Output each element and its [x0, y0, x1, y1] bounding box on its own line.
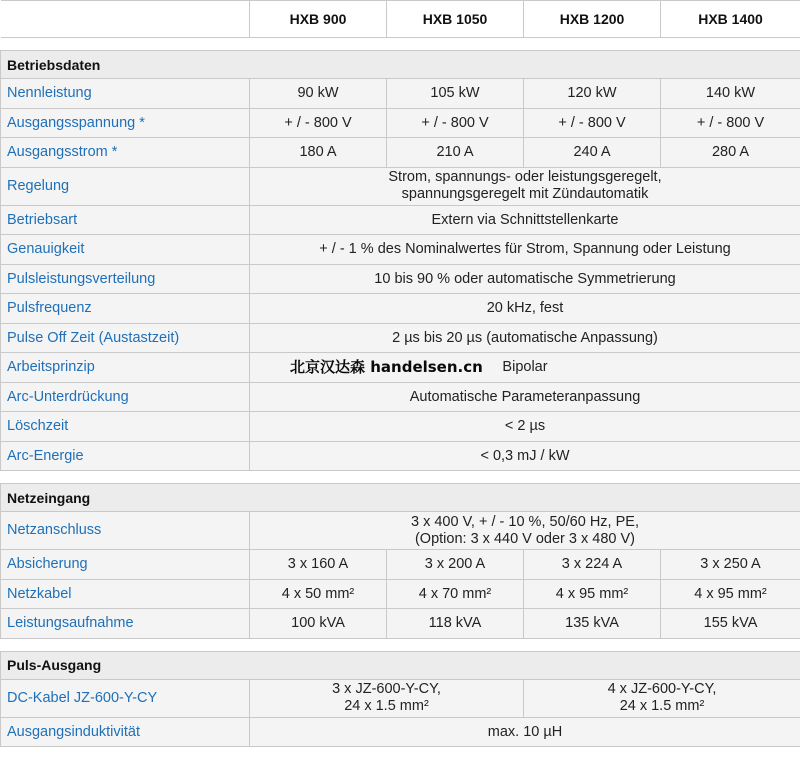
- header-hxb-1050: HXB 1050: [387, 1, 524, 38]
- row-label[interactable]: Arc-Energie: [1, 441, 250, 471]
- row-label[interactable]: Leistungsaufnahme: [1, 609, 250, 639]
- cell-value: + / - 800 V: [387, 108, 524, 138]
- row-label[interactable]: Regelung: [1, 167, 250, 205]
- row-dc-kabel: [1, 679, 800, 717]
- row-label[interactable]: Netzkabel: [1, 579, 250, 609]
- spacer: [1, 471, 800, 484]
- cell-value: 4 x 95 mm²: [524, 579, 661, 609]
- row-arc-energie: [1, 441, 800, 471]
- row-label[interactable]: Ausgangsstrom *: [1, 138, 250, 168]
- cell-value: 100 kVA: [250, 609, 387, 639]
- cell-line: Strom, spannungs- oder leistungsgeregelt,: [388, 169, 662, 185]
- cell-value: + / - 800 V: [661, 108, 800, 138]
- cell-value: 2 µs bis 20 µs (automatische Anpassung): [250, 323, 800, 353]
- cell-line: 24 x 1.5 mm²: [344, 698, 429, 714]
- row-netzkabel: [1, 579, 800, 609]
- cell-value: 118 kVA: [387, 609, 524, 639]
- cell-value: 210 A: [387, 138, 524, 168]
- cell-value: 3 x 250 A: [661, 550, 800, 580]
- row-pulsleistungsverteilung: [1, 264, 800, 294]
- row-leistungsaufnahme: [1, 609, 800, 639]
- cell-line: 4 x JZ-600-Y-CY,: [607, 681, 717, 697]
- row-genauigkeit: [1, 235, 800, 265]
- cell-value: 240 A: [524, 138, 661, 168]
- row-label[interactable]: Arbeitsprinzip: [1, 353, 250, 383]
- cell-value: 105 kW: [387, 79, 524, 109]
- cell-value: Automatische Parameteranpassung: [250, 382, 800, 412]
- row-label[interactable]: Pulsfrequenz: [1, 294, 250, 324]
- spacer: [1, 638, 800, 651]
- cell-value: 10 bis 90 % oder automatische Symmetrierung: [250, 264, 800, 294]
- cell-value: + / - 1 % des Nominalwertes für Strom, Spannung oder Leistung: [250, 235, 800, 265]
- cell-value: 280 A: [661, 138, 800, 168]
- section-title: Netzeingang: [1, 484, 800, 512]
- cell-value: 140 kW: [661, 79, 800, 109]
- cell-value: Extern via Schnittstellenkarte: [250, 205, 800, 235]
- cell-line: 3 x JZ-600-Y-CY,: [332, 681, 441, 697]
- cell-value: 3 x 160 A: [250, 550, 387, 580]
- cell-value: [250, 512, 800, 550]
- cell-value: 3 x 224 A: [524, 550, 661, 580]
- cell-value: 4 x 50 mm²: [250, 579, 387, 609]
- spacer: [1, 38, 800, 51]
- cell-line: (Option: 3 x 440 V oder 3 x 480 V): [414, 530, 636, 547]
- cell-value: 4 x 70 mm²: [387, 579, 524, 609]
- cell-value: [250, 679, 524, 717]
- cell-value: 180 A: [250, 138, 387, 168]
- row-ausgangsstrom: [1, 138, 800, 168]
- section-puls-ausgang: [1, 651, 800, 679]
- cell-value: 155 kVA: [661, 609, 800, 639]
- row-label[interactable]: Ausgangsinduktivität: [1, 717, 250, 747]
- row-label[interactable]: Arc-Unterdrückung: [1, 382, 250, 412]
- watermark-text: 北京汉达森 handelsen.cn: [290, 358, 483, 376]
- row-ausgangsinduktivitaet: [1, 717, 800, 747]
- header-hxb-1200: HXB 1200: [524, 1, 661, 38]
- row-label[interactable]: Nennleistung: [1, 79, 250, 109]
- row-label[interactable]: Ausgangsspannung *: [1, 108, 250, 138]
- section-title: Puls-Ausgang: [1, 651, 800, 679]
- row-arc-unterdrueckung: [1, 382, 800, 412]
- cell-value: + / - 800 V: [524, 108, 661, 138]
- row-ausgangsspannung: [1, 108, 800, 138]
- cell-value: 20 kHz, fest: [250, 294, 800, 324]
- row-pulsfrequenz: [1, 294, 800, 324]
- header-corner: [1, 1, 250, 38]
- cell-value: < 0,3 mJ / kW: [250, 441, 800, 471]
- cell-value: < 2 µs: [250, 412, 800, 442]
- row-label[interactable]: Genauigkeit: [1, 235, 250, 265]
- row-label[interactable]: Pulse Off Zeit (Austastzeit): [1, 323, 250, 353]
- row-betriebsart: [1, 205, 800, 235]
- cell-value: max. 10 µH: [250, 717, 800, 747]
- row-label[interactable]: Löschzeit: [1, 412, 250, 442]
- row-absicherung: [1, 550, 800, 580]
- cell-value: [524, 679, 800, 717]
- header-hxb-1400: HXB 1400: [661, 1, 800, 38]
- header-hxb-900: HXB 900: [250, 1, 387, 38]
- cell-value: Bipolar: [250, 353, 800, 383]
- cell-value: 3 x 200 A: [387, 550, 524, 580]
- row-label[interactable]: DC-Kabel JZ-600-Y-CY: [1, 679, 250, 717]
- row-label[interactable]: Absicherung: [1, 550, 250, 580]
- row-arbeitsprinzip: [1, 353, 800, 383]
- section-title: Betriebsdaten: [1, 51, 800, 79]
- row-nennleistung: [1, 79, 800, 109]
- row-label[interactable]: Pulsleistungsverteilung: [1, 264, 250, 294]
- row-label[interactable]: Betriebsart: [1, 205, 250, 235]
- section-betriebsdaten: [1, 51, 800, 79]
- row-loeschzeit: [1, 412, 800, 442]
- cell-value: 4 x 95 mm²: [661, 579, 800, 609]
- cell-value: 120 kW: [524, 79, 661, 109]
- row-label[interactable]: Netzanschluss: [1, 512, 250, 550]
- row-pulse-off-zeit: [1, 323, 800, 353]
- cell-value: 90 kW: [250, 79, 387, 109]
- cell-value: + / - 800 V: [250, 108, 387, 138]
- cell-line: 3 x 400 V, + / - 10 %, 50/60 Hz, PE,: [411, 513, 639, 530]
- header-row: [1, 1, 800, 38]
- cell-line: 24 x 1.5 mm²: [619, 698, 705, 714]
- row-regelung: [1, 167, 800, 205]
- cell-value: [250, 167, 800, 205]
- section-netzeingang: [1, 484, 800, 512]
- row-netzanschluss: [1, 512, 800, 550]
- cell-value: 135 kVA: [524, 609, 661, 639]
- cell-line: spannungsgeregelt mit Zündautomatik: [401, 186, 649, 202]
